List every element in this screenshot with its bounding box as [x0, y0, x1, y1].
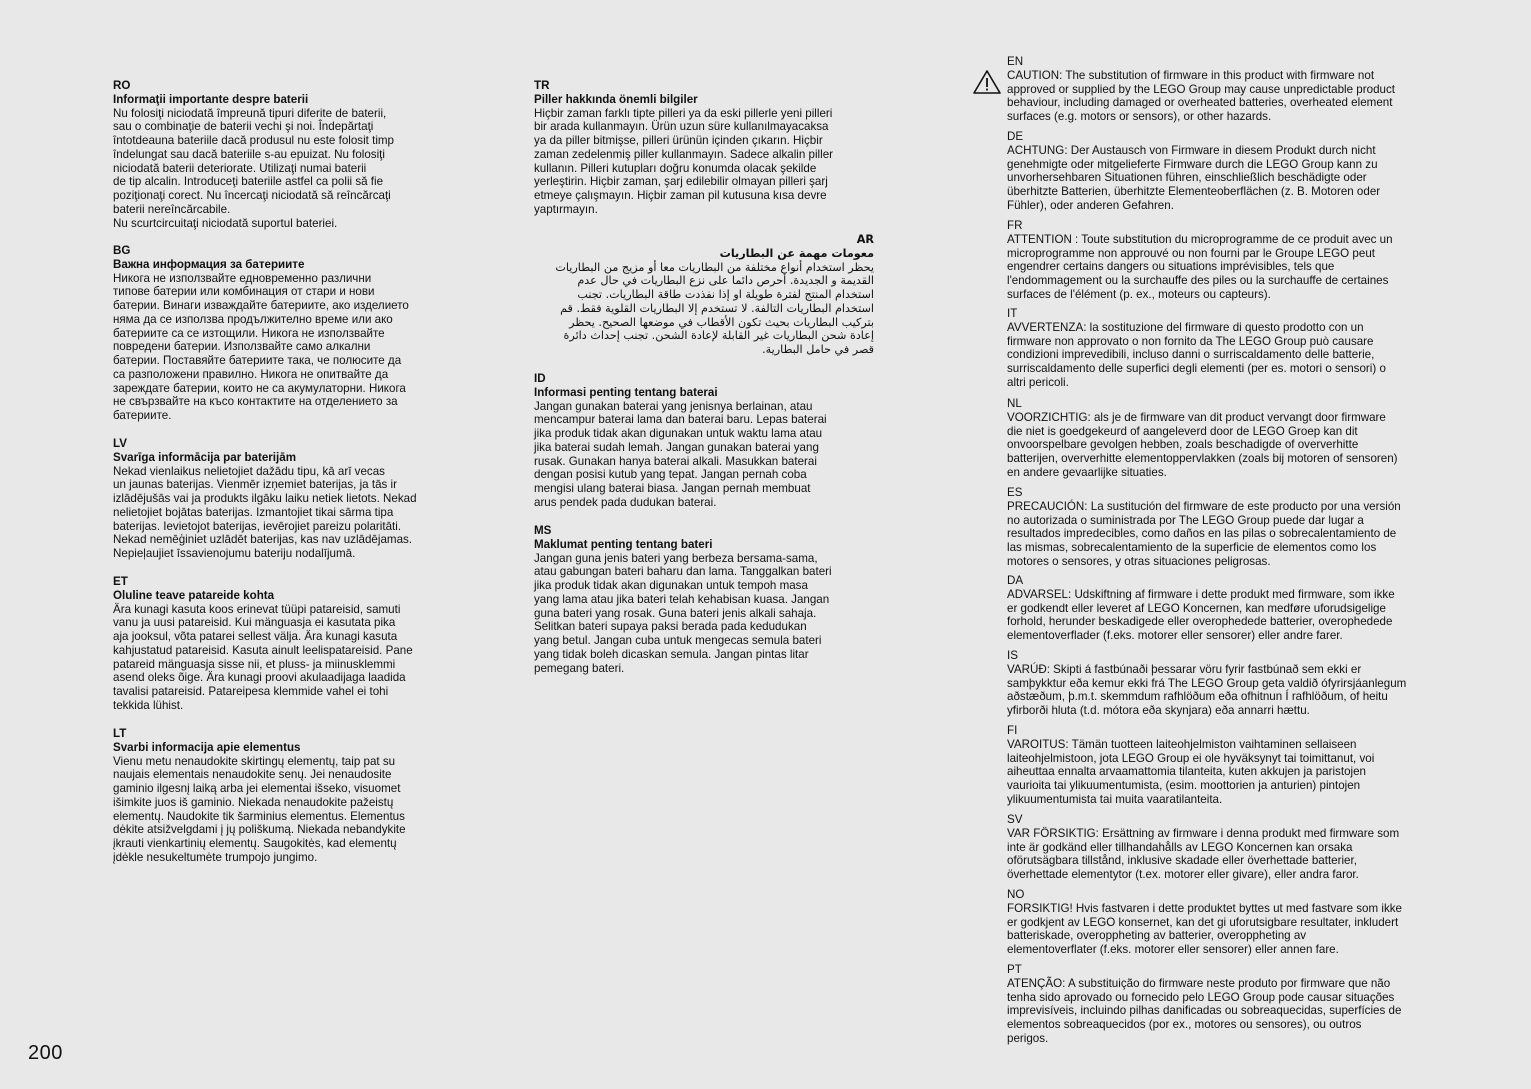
section-heading: Maklumat penting tentang bateri	[534, 537, 713, 551]
firmware-warning-fi	[1007, 724, 1374, 807]
section-body: Vienu metu nenaudokite skirtingų elementų, taip pat su naujais elementais nenaudokite senų. Jei nenaudosite gaminio ilgesnį laiką arba jei elementai išseko, visuomet išimkite juos iš gaminio. Niekada nenaudokite pažeistų elementų. Naudokite tik šarminius elementus. Elementus dėkite atsižvelgdami į jų poliškumą. Niekada nebandykite įkrauti vienkartinių elementų. Saugokitės, kad elementų įdėkle nesukeltumėte trumpojo jungimo.	[113, 754, 406, 864]
section-heading: Svarbi informacija apie elementus	[113, 740, 301, 754]
firmware-warning-fr	[1007, 219, 1393, 302]
section-body: Nu folosiţi niciodată împreună tipuri diferite de baterii, sau o combinaţie de baterii vechi şi noi. Îndepărtaţi întotdeauna bateriile dacă produsul nu este folosit timp îndelungat sau dacă bateriile s-au epuizat. Nu folosiţi niciodată baterii deteriorate. Utilizaţi numai baterii de tip alcalin. Introduceţi bateriile astfel ca polii să fie poziţionaţi corect. Nu încercaţi niciodată să reîncărcaţi baterii nereîncărcabile. Nu scurtcircuitaţi niciodată suportul bateriei.	[113, 106, 395, 230]
warning-code: NL	[1007, 397, 1022, 410]
section-body: Jangan guna jenis bateri yang berbeza bersama-sama, atau gabungan bateri baharu dan lama. Tanggalkan bateri jika produk tidak akan digunakan untuk tempoh masa yang lama atau jika bateri telah kehabisan kuasa. Jangan guna bateri yang rosak. Guna bateri jenis alkali sahaja. Selitkan bateri supaya paksi berada pada kedudukan yang betul. Jangan cuba untuk mengecas semula bateri yang tidak boleh dicaskan semula. Jangan pintas litar pemegang bateri.	[534, 551, 832, 675]
firmware-warning-is	[1007, 649, 1406, 718]
section-heading: Svarīga informācija par baterijām	[113, 450, 296, 464]
warning-body: ACHTUNG: Der Austausch von Firmware in diesem Produkt durch nicht genehmigte oder mitgelieferte Firmware durch die LEGO Group kann zu unvorhersehbaren Situationen führen, einschließlich beschädigte oder überhitzte Batterien, überhitzte Elementeoberflächen (z. B. Motoren oder Fühler), oder anderen Gefahren.	[1007, 143, 1381, 212]
firmware-warning-nl	[1007, 397, 1398, 480]
section-code: AR	[856, 233, 874, 246]
section-code: ID	[534, 372, 546, 385]
battery-section-et	[113, 575, 458, 713]
section-code: LV	[113, 437, 127, 450]
section-heading: Важна информация за батериите	[113, 257, 305, 271]
warning-body: ADVARSEL: Udskiftning af firmware i dette produkt med firmware, som ikke er godkendt eller leveret af LEGO Koncernen, kan medføre uforudsigelige forhold, herunder beskadigede eller overophedede batterier, overophedede elementoverflader (f.eks. motorer eller sensorer) eller andre farer.	[1007, 587, 1395, 642]
warning-code: SV	[1007, 813, 1023, 826]
section-code: MS	[534, 524, 552, 537]
warning-code: NO	[1007, 888, 1025, 901]
warning-code: DE	[1007, 130, 1024, 143]
section-body: Jangan gunakan baterai yang jenisnya berlainan, atau mencampur baterai lama dan baterai baru. Lepas baterai jika produk tidak akan digunakan untuk waktu lama atau jika baterai sudah lemah. Jangan gunakan baterai yang rusak. Gunakan hanya baterai alkali. Masukkan baterai dengan posisi kutub yang tepat. Jangan pernah coba mengisi ulang baterai biasa. Jangan pernah membuat arus pendek pada dudukan baterai.	[534, 399, 827, 509]
battery-section-id	[534, 372, 876, 510]
battery-section-tr	[534, 79, 876, 217]
warning-code: FR	[1007, 219, 1023, 232]
section-code: RO	[113, 79, 131, 92]
firmware-warning-sv	[1007, 813, 1399, 882]
section-heading: معومات مهمة عن البطاريات	[719, 246, 874, 260]
warning-body: FORSIKTIG! Hvis fastvaren i dette produktet byttes ut med fastvare som ikke er godkjent av LEGO konsernet, kan det gi uforutsigbare resultater, inkludert batteriskade, overoppheting av batterier, overoppheting av elementoverflater (f.eks. motorer eller sensorer) eller annen fare.	[1007, 901, 1402, 956]
section-body: يحظر استخدام أنواع مختلفة من البطاريات معا أو مزيج من البطاريات القديمة و الجديدة. أحرص دائما على نزع البطاريات في حال عدم استخدام المنتج لفترة طويلة او إذا نفذدت طاقة البطاريات. تجنب استخدام البطاريات التالفة. لا تستخدم إلا البطاريات القلوية فقط. قم بتركيب البطاريات بحيث تكون الأقطاب في موضعها الصحيح. يحظر إعادة شحن البطاريات غير القابلة لإعادة الشحن. تجنب إحداث دائرة قصر في حامل البطارية.	[555, 260, 874, 356]
battery-section-bg	[113, 244, 458, 423]
caution-warning-icon	[972, 69, 1002, 95]
warning-code: ES	[1007, 486, 1023, 499]
firmware-warning-en	[1007, 55, 1395, 124]
warning-body: PRECAUCIÓN: La sustitución del firmware de este producto por una versión no autorizada o suministrada por The LEGO Group puede dar lugar a resultados impredecibles, como daños en las pilas o sobrecalentamiento de las mismas, sobrecalentamiento de la superficie de elementos como los motores o sensores, y otras situaciones peligrosas.	[1007, 499, 1401, 568]
warning-code: IS	[1007, 649, 1018, 662]
warning-body: VAROITUS: Tämän tuotteen laiteohjelmiston vaihtaminen sellaiseen laiteohjelmistoon, jota LEGO Group ei ole hyväksynyt tai toimittanut, voi aiheuttaa ennalta arvaamattomia tilanteita, kuten akkujen ja paristojen vaurioita tai ylikuumentumista, (esim. moottorien ja anturien) pintojen ylikuumentumista tai muita vaaratilanteita.	[1007, 737, 1375, 806]
warning-code: PT	[1007, 963, 1022, 976]
section-code: BG	[113, 244, 131, 257]
warning-code: DA	[1007, 574, 1024, 587]
firmware-warning-de	[1007, 130, 1380, 213]
battery-section-ro	[113, 79, 458, 230]
warning-code: IT	[1007, 307, 1018, 320]
section-body: Hiçbir zaman farklı tipte pilleri ya da eski pillerle yeni pilleri bir arada kullanmayın. Ürün uzun süre kullanılmayacaksa ya da piller bitmişse, pilleri ürünün içinden çıkarın. Hiçbir zaman zedelenmiş piller kullanmayın. Sadece alkalin piller kullanın. Pilleri kutupları doğru konumda olacak şekilde yerleştirin. Hiçbir zaman, şarj edilebilir olmayan pilleri şarj etmeye çalışmayın. Hiçbir zaman pil kutusuna kısa devre yaptırmayın.	[534, 106, 834, 216]
section-code: TR	[534, 79, 550, 92]
section-code: ET	[113, 575, 128, 588]
battery-section-ar	[534, 233, 874, 357]
warning-body: ATTENTION : Toute substitution du microprogramme de ce produit avec un microprogramme non approuvé ou non fourni par le Groupe LEGO peut engendrer certains dangers ou situations imprévisibles, tels que l'endommagement ou la surchauffe des piles ou la surchauffe de certaines surfaces de l'élément (p. ex., moteurs ou capteurs).	[1007, 232, 1393, 301]
warning-body: VARÚÐ: Skipti á fastbúnaði þessarar vöru fyrir fastbúnað sem ekki er samþykktur eða kemur ekki frá The LEGO Group geta valdið ófyrirsjáanlegum aðstæðum, þ.m.t. skemmdum rafhlöðum eða ofhitnun Í rafhlöðum, of heitu yfirborði hluta (t.d. mótora eða skynjara) eða annarri hættu.	[1007, 662, 1407, 717]
warning-body: AVVERTENZA: la sostituzione del firmware di questo prodotto con un firmware non approvato o non fornito da The LEGO Group può causare condizioni imprevedibili, incluso danni o surriscaldamento delle batterie, surriscaldamento delle superfici degli elementi (per es. motori o sensori) o altri pericoli.	[1007, 320, 1386, 389]
section-heading: Informaţii importante despre baterii	[113, 92, 309, 106]
battery-section-lt	[113, 727, 458, 865]
section-code: LT	[113, 727, 127, 740]
firmware-warning-es	[1007, 486, 1401, 569]
section-body: Nekad vienlaikus nelietojiet dažādu tipu, kā arī vecas un jaunas baterijas. Vienmēr izņemiet baterijas, ja tās ir izlādējušās vai ja produkts ilgāku laiku netiek lietots. Nekad nelietojiet bojātas baterijas. Izmantojiet tikai sārma tipa baterijas. Ievietojot baterijas, ievērojiet pareizu polaritāti. Nekad nemēģiniet uzlādēt baterijas, kas nav uzlādējamas. Nepieļaujiet īssavienojumu bateriju nodalījumā.	[113, 464, 417, 560]
warning-body: VAR FÖRSIKTIG: Ersättning av firmware i denna produkt med firmware som inte är godkänd eller tillhandahålls av LEGO Koncernen kan orsaka oförutsägbara tillstånd, inklusive skadade eller överhettade batterier, överhettade elementytor (t.ex. motorer eller givare), eller andra faror.	[1007, 826, 1400, 881]
firmware-warning-no	[1007, 888, 1402, 957]
battery-section-lv	[113, 437, 458, 561]
section-body: Ära kunagi kasuta koos erinevat tüüpi patareisid, samuti vanu ja uusi patareisid. Kui mänguasja ei kasutata pika aja jooksul, võta patarei sellest välja. Ära kunagi kasuta kahjustatud patareisid. Kasuta ainult leelispatareisid. Pane patareid mänguasja sisse nii, et pluss- ja miinusklemmi asend oleks õige. Ära kunagi proovi akulaadijaga laadida tavalisi patareisid. Patareipesa klemmide vahel ei tohi tekkida lühist.	[113, 602, 413, 712]
section-heading: Piller hakkında önemli bilgiler	[534, 92, 698, 106]
warning-code: EN	[1007, 55, 1024, 68]
section-heading: Oluline teave patareide kohta	[113, 588, 275, 602]
warning-body: CAUTION: The substitution of firmware in this product with firmware not approved or supplied by the LEGO Group may cause unpredictable product behaviour, including damaged or overheated batteries, overheated element surfaces (e.g. motors or sensors), or other hazards.	[1007, 68, 1395, 123]
firmware-warning-it	[1007, 307, 1386, 390]
warning-body: VOORZICHTIG: als je de firmware van dit product vervangt door firmware die niet is goedgekeurd of aangeleverd door de LEGO Groep kan dit onvoorspelbare gevolgen hebben, zoals beschadigde of oververhitte batterijen, oververhitte elementoppervlakken (zoals bij motoren of sensoren) en andere gevaarlijke situaties.	[1007, 410, 1398, 479]
section-body: Никога не използвайте едновременно различни типове батерии или комбинация от стари и нови батерии. Винаги изваждайте батериите, ако изделието няма да се използва продължително време или ако батериите са се изтощили. Никога не използвайте повредени батерии. Използвайте само алкални батерии. Поставяйте батериите така, че полюсите да са разположени правилно. Никога не опитвайте да зареждате батерии, които не са акумулаторни. Никога не свързвайте на късо контактите на отделението за батериите.	[113, 271, 409, 422]
firmware-warning-da	[1007, 574, 1395, 643]
firmware-warning-pt	[1007, 963, 1401, 1046]
warning-body: ATENÇÃO: A substituição do firmware neste produto por firmware que não tenha sido aprovado ou fornecido pelo LEGO Group pode causar situações imprevisíveis, incluindo pilhas danificadas ou sobreaquecidas, superfícies de elementos sobreaquecidos (por ex., motores ou sensores), ou outros perigos.	[1007, 976, 1402, 1045]
battery-section-ms	[534, 524, 876, 675]
section-heading: Informasi penting tentang baterai	[534, 385, 718, 399]
page-number: 200	[28, 1042, 63, 1064]
warning-code: FI	[1007, 724, 1018, 737]
